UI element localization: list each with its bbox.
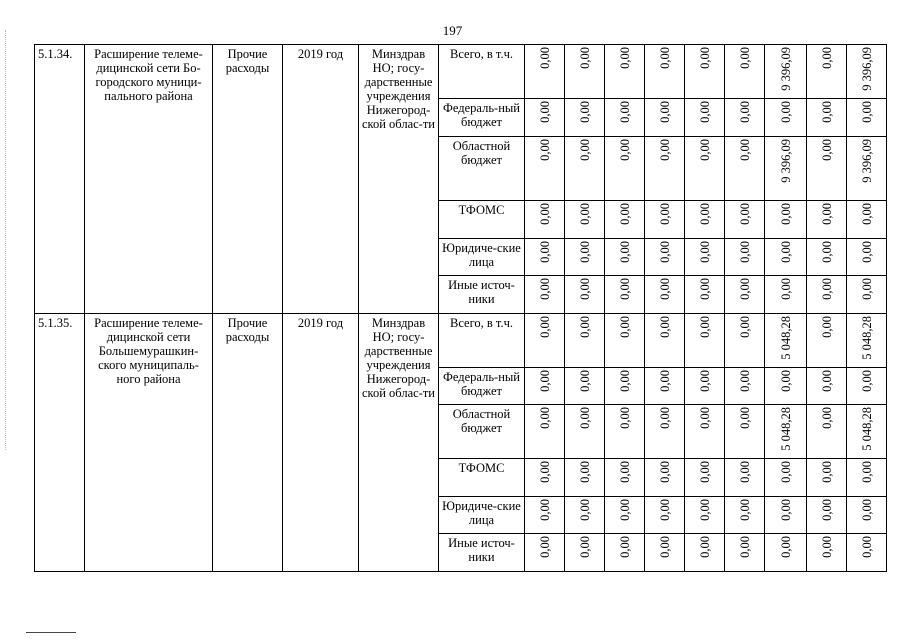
item-number: 5.1.34. xyxy=(35,45,85,314)
amount-value: 0,00 xyxy=(859,101,874,124)
amount-value: 0,00 xyxy=(537,240,552,263)
amount-cell xyxy=(525,45,565,99)
item-category: Прочие расходы xyxy=(213,313,283,571)
amount-cell xyxy=(725,45,765,99)
item-year: 2019 год xyxy=(283,313,359,571)
amount-value: 5 048,28 xyxy=(778,315,793,360)
amount-cell xyxy=(645,534,685,572)
amount-value: 9 396,09 xyxy=(859,138,874,183)
amount-cell xyxy=(847,238,887,275)
amount-value: 0,00 xyxy=(577,203,592,226)
amount-value: 9 396,09 xyxy=(859,47,874,91)
amount-value: 5 048,28 xyxy=(859,315,874,360)
amount-cell xyxy=(605,534,645,572)
amount-cell xyxy=(565,367,605,404)
amount-cell xyxy=(725,367,765,404)
amount-value: 0,00 xyxy=(577,461,592,484)
amount-value: 0,00 xyxy=(819,369,834,392)
amount-value: 0,00 xyxy=(737,138,752,161)
amount-cell xyxy=(605,201,645,238)
amount-value: 0,00 xyxy=(697,407,712,430)
table-row xyxy=(35,313,887,367)
amount-cell xyxy=(605,136,645,201)
amount-cell xyxy=(807,534,847,572)
amount-cell xyxy=(565,238,605,275)
amount-cell xyxy=(605,459,645,496)
amount-value: 0,00 xyxy=(617,461,632,484)
amount-value: 0,00 xyxy=(617,369,632,392)
item-name: Расширение телеме-дицинской сети Бо-городского муници-пального района xyxy=(85,45,213,314)
amount-value: 0,00 xyxy=(617,240,632,263)
amount-cell xyxy=(685,136,725,201)
amount-cell xyxy=(645,405,685,459)
amount-cell xyxy=(565,99,605,136)
amount-value: 0,00 xyxy=(819,536,834,559)
table-body xyxy=(35,45,887,572)
amount-value: 5 048,28 xyxy=(859,407,874,452)
amount-cell xyxy=(685,45,725,99)
funding-source-label: Юридиче-ские лица xyxy=(439,496,525,533)
amount-cell xyxy=(645,313,685,367)
amount-value: 0,00 xyxy=(819,47,834,69)
amount-cell xyxy=(847,496,887,533)
amount-value: 0,00 xyxy=(819,240,834,263)
amount-value: 0,00 xyxy=(657,461,672,484)
amount-cell xyxy=(685,405,725,459)
amount-value: 0,00 xyxy=(617,278,632,301)
amount-cell xyxy=(685,367,725,404)
amount-value: 0,00 xyxy=(737,315,752,338)
amount-cell xyxy=(565,534,605,572)
amount-cell xyxy=(645,45,685,99)
amount-value: 0,00 xyxy=(859,278,874,301)
amount-cell xyxy=(847,534,887,572)
amount-cell xyxy=(525,367,565,404)
item-category: Прочие расходы xyxy=(213,45,283,314)
amount-value: 0,00 xyxy=(537,461,552,484)
amount-value: 0,00 xyxy=(819,407,834,430)
amount-value: 0,00 xyxy=(697,101,712,124)
amount-value: 9 396,09 xyxy=(778,138,793,183)
amount-value: 0,00 xyxy=(859,461,874,484)
amount-value: 0,00 xyxy=(577,315,592,338)
amount-cell xyxy=(645,201,685,238)
amount-cell xyxy=(725,534,765,572)
amount-value: 0,00 xyxy=(737,407,752,430)
amount-value: 0,00 xyxy=(577,407,592,430)
amount-cell xyxy=(765,313,807,367)
amount-cell xyxy=(807,459,847,496)
amount-value: 0,00 xyxy=(819,101,834,124)
amount-value: 0,00 xyxy=(819,461,834,484)
amount-cell xyxy=(525,276,565,313)
amount-cell xyxy=(807,313,847,367)
amount-value: 0,00 xyxy=(577,101,592,124)
amount-value: 0,00 xyxy=(697,203,712,226)
funding-source-label: Федераль-ный бюджет xyxy=(439,367,525,404)
amount-cell xyxy=(807,136,847,201)
amount-value: 0,00 xyxy=(859,203,874,226)
amount-value: 0,00 xyxy=(859,240,874,263)
amount-value: 0,00 xyxy=(537,536,552,559)
amount-cell xyxy=(725,405,765,459)
amount-cell xyxy=(525,201,565,238)
amount-value: 0,00 xyxy=(617,138,632,161)
amount-cell xyxy=(807,238,847,275)
amount-value: 0,00 xyxy=(537,369,552,392)
amount-value: 0,00 xyxy=(617,203,632,226)
amount-cell xyxy=(807,496,847,533)
amount-cell xyxy=(765,496,807,533)
amount-cell xyxy=(645,276,685,313)
amount-value: 0,00 xyxy=(657,278,672,301)
amount-cell xyxy=(645,367,685,404)
funding-source-label: Всего, в т.ч. xyxy=(439,313,525,367)
funding-source-label: Федераль-ный бюджет xyxy=(439,99,525,136)
footnote-rule xyxy=(26,632,76,633)
amount-value: 0,00 xyxy=(737,461,752,484)
amount-cell xyxy=(565,496,605,533)
amount-cell xyxy=(565,276,605,313)
amount-value: 0,00 xyxy=(778,461,793,484)
amount-value: 0,00 xyxy=(737,203,752,226)
amount-value: 0,00 xyxy=(537,47,552,69)
amount-cell xyxy=(765,534,807,572)
amount-cell xyxy=(765,276,807,313)
amount-cell xyxy=(765,45,807,99)
amount-value: 9 396,09 xyxy=(778,47,793,91)
amount-cell xyxy=(565,313,605,367)
amount-value: 0,00 xyxy=(537,203,552,226)
amount-cell xyxy=(685,238,725,275)
funding-source-label: Иные источ-ники xyxy=(439,276,525,313)
amount-value: 0,00 xyxy=(657,369,672,392)
amount-cell xyxy=(847,45,887,99)
amount-cell xyxy=(807,99,847,136)
amount-cell xyxy=(525,99,565,136)
amount-value: 0,00 xyxy=(859,536,874,559)
item-number: 5.1.35. xyxy=(35,313,85,571)
amount-value: 0,00 xyxy=(617,498,632,521)
amount-value: 0,00 xyxy=(819,203,834,226)
amount-cell xyxy=(847,459,887,496)
amount-value: 0,00 xyxy=(537,101,552,124)
amount-cell xyxy=(765,459,807,496)
amount-cell xyxy=(847,201,887,238)
amount-value: 0,00 xyxy=(819,278,834,301)
amount-cell xyxy=(685,276,725,313)
amount-cell xyxy=(847,367,887,404)
amount-cell xyxy=(807,276,847,313)
amount-value: 0,00 xyxy=(778,498,793,521)
amount-value: 0,00 xyxy=(657,138,672,161)
amount-cell xyxy=(765,136,807,201)
amount-cell xyxy=(565,405,605,459)
amount-value: 0,00 xyxy=(657,498,672,521)
amount-value: 0,00 xyxy=(657,407,672,430)
amount-value: 0,00 xyxy=(697,461,712,484)
amount-cell xyxy=(525,405,565,459)
amount-cell xyxy=(685,313,725,367)
amount-value: 0,00 xyxy=(577,498,592,521)
amount-value: 0,00 xyxy=(737,536,752,559)
amount-value: 0,00 xyxy=(577,240,592,263)
amount-cell xyxy=(525,459,565,496)
amount-value: 0,00 xyxy=(819,498,834,521)
funding-source-label: ТФОМС xyxy=(439,459,525,496)
amount-cell xyxy=(685,459,725,496)
amount-cell xyxy=(765,201,807,238)
funding-source-label: Областной бюджет xyxy=(439,405,525,459)
amount-value: 0,00 xyxy=(577,138,592,161)
amount-cell xyxy=(645,99,685,136)
amount-cell xyxy=(725,496,765,533)
amount-cell xyxy=(645,459,685,496)
amount-cell xyxy=(605,496,645,533)
item-executor: Минздрав НО; госу-дарственные учреждения Нижегород-ской облас-ти xyxy=(359,313,439,571)
amount-value: 0,00 xyxy=(657,203,672,226)
amount-value: 0,00 xyxy=(697,240,712,263)
amount-cell xyxy=(847,99,887,136)
amount-value: 0,00 xyxy=(657,315,672,338)
amount-value: 0,00 xyxy=(657,101,672,124)
amount-cell xyxy=(807,201,847,238)
amount-cell xyxy=(725,201,765,238)
amount-cell xyxy=(847,276,887,313)
amount-cell xyxy=(725,459,765,496)
amount-value: 0,00 xyxy=(697,278,712,301)
amount-cell xyxy=(525,313,565,367)
amount-value: 0,00 xyxy=(737,240,752,263)
amount-value: 0,00 xyxy=(537,498,552,521)
amount-cell xyxy=(645,238,685,275)
table-row xyxy=(35,45,887,99)
amount-value: 5 048,28 xyxy=(778,407,793,452)
amount-value: 0,00 xyxy=(859,498,874,521)
amount-value: 0,00 xyxy=(617,315,632,338)
item-executor: Минздрав НО; госу-дарственные учреждения Нижегород-ской облас-ти xyxy=(359,45,439,314)
amount-cell xyxy=(807,405,847,459)
amount-value: 0,00 xyxy=(778,278,793,301)
amount-value: 0,00 xyxy=(819,138,834,161)
item-name: Расширение телеме-дицинской сети Большемурашкин-ского муниципаль-ного района xyxy=(85,313,213,571)
amount-cell xyxy=(685,99,725,136)
amount-value: 0,00 xyxy=(657,240,672,263)
amount-value: 0,00 xyxy=(617,407,632,430)
amount-cell xyxy=(605,313,645,367)
amount-cell xyxy=(685,201,725,238)
amount-cell xyxy=(765,238,807,275)
amount-value: 0,00 xyxy=(778,101,793,124)
amount-cell xyxy=(525,136,565,201)
budget-table xyxy=(34,44,887,572)
amount-cell xyxy=(605,367,645,404)
amount-value: 0,00 xyxy=(697,47,712,69)
amount-cell xyxy=(645,136,685,201)
funding-source-label: Иные источ-ники xyxy=(439,534,525,572)
amount-value: 0,00 xyxy=(577,369,592,392)
amount-cell xyxy=(765,367,807,404)
funding-source-label: Всего, в т.ч. xyxy=(439,45,525,99)
amount-value: 0,00 xyxy=(737,369,752,392)
amount-cell xyxy=(605,99,645,136)
amount-cell xyxy=(565,459,605,496)
amount-value: 0,00 xyxy=(778,203,793,226)
amount-cell xyxy=(605,405,645,459)
amount-cell xyxy=(725,136,765,201)
amount-cell xyxy=(847,136,887,201)
amount-cell xyxy=(645,496,685,533)
amount-cell xyxy=(525,496,565,533)
amount-value: 0,00 xyxy=(778,536,793,559)
funding-source-label: ТФОМС xyxy=(439,201,525,238)
amount-cell xyxy=(525,238,565,275)
amount-cell xyxy=(765,99,807,136)
amount-cell xyxy=(725,276,765,313)
amount-value: 0,00 xyxy=(577,536,592,559)
amount-value: 0,00 xyxy=(657,536,672,559)
amount-cell xyxy=(685,496,725,533)
amount-value: 0,00 xyxy=(737,278,752,301)
funding-source-label: Областной бюджет xyxy=(439,136,525,201)
amount-value: 0,00 xyxy=(697,498,712,521)
amount-cell xyxy=(525,534,565,572)
amount-value: 0,00 xyxy=(697,536,712,559)
amount-cell xyxy=(847,313,887,367)
amount-cell xyxy=(725,238,765,275)
amount-value: 0,00 xyxy=(697,315,712,338)
amount-cell xyxy=(605,276,645,313)
amount-value: 0,00 xyxy=(657,47,672,69)
item-year: 2019 год xyxy=(283,45,359,314)
amount-value: 0,00 xyxy=(737,498,752,521)
amount-cell xyxy=(685,534,725,572)
funding-source-label: Юридиче-ские лица xyxy=(439,238,525,275)
amount-cell xyxy=(725,313,765,367)
amount-cell xyxy=(807,367,847,404)
amount-value: 0,00 xyxy=(617,536,632,559)
amount-value: 0,00 xyxy=(577,47,592,69)
amount-cell xyxy=(605,238,645,275)
amount-value: 0,00 xyxy=(537,407,552,430)
amount-cell xyxy=(565,45,605,99)
amount-cell xyxy=(847,405,887,459)
amount-value: 0,00 xyxy=(617,101,632,124)
amount-cell xyxy=(765,405,807,459)
amount-value: 0,00 xyxy=(778,240,793,263)
amount-cell xyxy=(565,201,605,238)
amount-value: 0,00 xyxy=(537,315,552,338)
page-number: 197 xyxy=(442,23,463,38)
amount-value: 0,00 xyxy=(737,47,752,69)
amount-value: 0,00 xyxy=(697,369,712,392)
amount-cell xyxy=(565,136,605,201)
amount-cell xyxy=(605,45,645,99)
amount-value: 0,00 xyxy=(859,369,874,392)
amount-cell xyxy=(807,45,847,99)
amount-value: 0,00 xyxy=(819,315,834,338)
amount-value: 0,00 xyxy=(577,278,592,301)
amount-value: 0,00 xyxy=(778,369,793,392)
margin-marks xyxy=(5,30,7,450)
amount-value: 0,00 xyxy=(697,138,712,161)
amount-value: 0,00 xyxy=(737,101,752,124)
amount-cell xyxy=(725,99,765,136)
amount-value: 0,00 xyxy=(617,47,632,69)
amount-value: 0,00 xyxy=(537,138,552,161)
amount-value: 0,00 xyxy=(537,278,552,301)
